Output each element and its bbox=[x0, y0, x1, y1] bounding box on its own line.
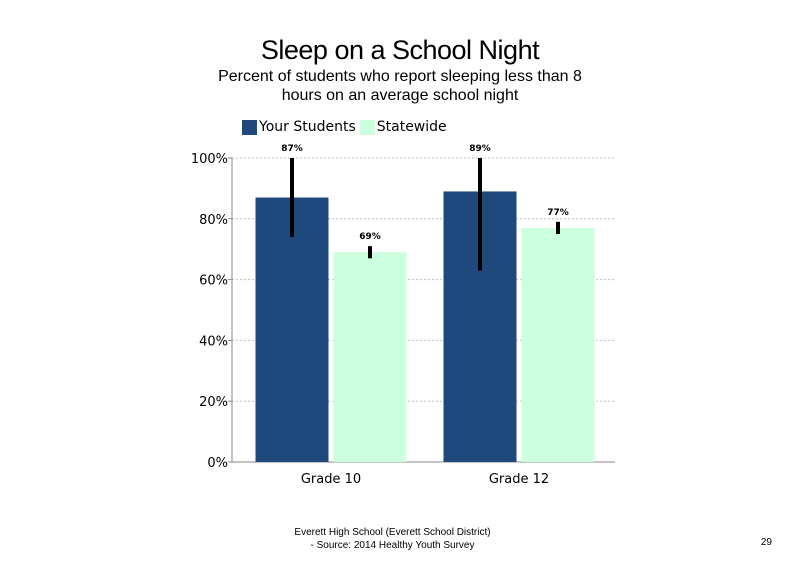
y-tick-label: 60% bbox=[199, 273, 228, 289]
legend-label-statewide: Statewide bbox=[376, 119, 447, 135]
bar bbox=[334, 252, 407, 462]
data-label: 87% bbox=[281, 144, 303, 154]
bar bbox=[256, 198, 329, 462]
y-tick-label: 0% bbox=[207, 456, 228, 471]
page-number: 29 bbox=[760, 537, 772, 548]
chart-title: Sleep on a School Night bbox=[260, 35, 540, 65]
y-tick-label: 80% bbox=[199, 212, 228, 228]
x-tick-label: Grade 10 bbox=[300, 472, 362, 487]
footer bbox=[200, 526, 585, 552]
y-tick-label: 20% bbox=[199, 395, 228, 411]
bar bbox=[522, 228, 595, 462]
legend-label-your-students: Your Students bbox=[259, 119, 356, 135]
data-label: 89% bbox=[469, 144, 491, 154]
data-label: 77% bbox=[547, 207, 569, 218]
y-tick-label: 100% bbox=[190, 152, 228, 167]
footer-school: Everett High School (Everett School District) bbox=[294, 527, 491, 538]
y-tick-label: 40% bbox=[199, 334, 228, 350]
chart-subtitle: Percent of students who report sleeping less than 8 hours on an average school night bbox=[218, 68, 582, 104]
footer-source: - Source: 2014 Healthy Youth Survey bbox=[310, 540, 475, 551]
data-label: 69% bbox=[359, 232, 381, 243]
x-tick-label: Grade 12 bbox=[488, 472, 550, 487]
